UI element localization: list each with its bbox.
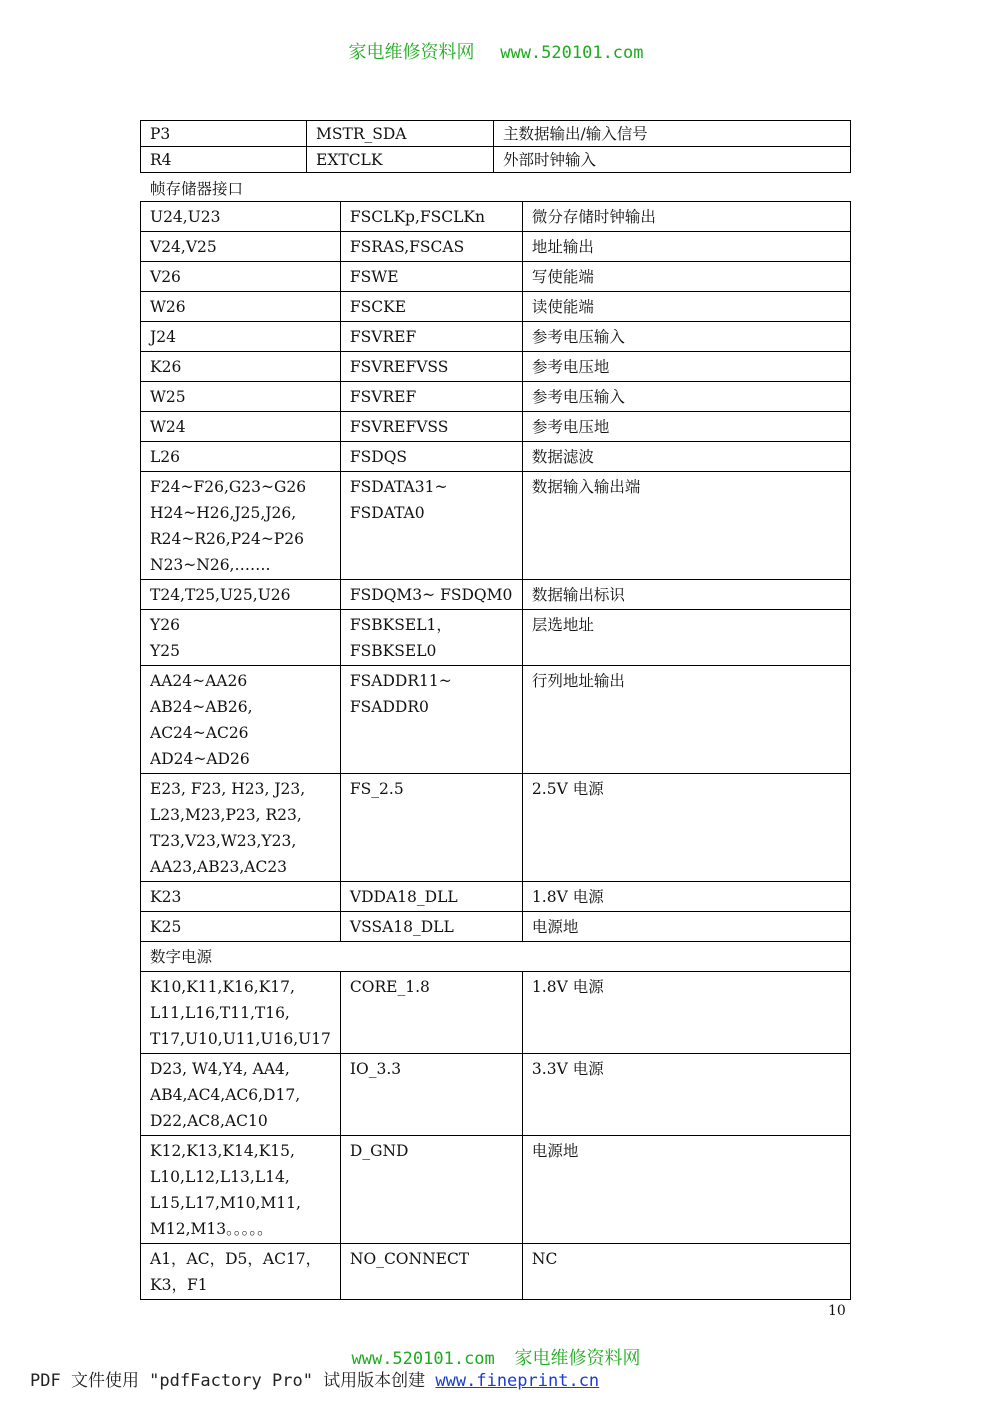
table-row: [141, 292, 851, 322]
table-row: [141, 972, 851, 1054]
table-cell: [522, 352, 850, 382]
cell-text-line: J24: [150, 328, 176, 346]
table-cell: [522, 666, 850, 774]
table-cell: [340, 580, 522, 610]
cell-text-line: FSVREF: [349, 388, 417, 406]
table-cell: [522, 882, 850, 912]
table-row: [141, 774, 851, 882]
cell-text-line: FSBKSEL0: [349, 642, 437, 660]
cell-text-line: K26: [150, 358, 182, 376]
cell-text-line: H24~H26,J25,J26,: [150, 504, 297, 522]
cell-text-line: FSBKSEL1，: [349, 616, 452, 634]
table-cell: [141, 292, 341, 322]
table-cell: [522, 442, 850, 472]
table-row: [141, 352, 851, 382]
table-cell: [141, 232, 341, 262]
table-cell: [340, 1244, 522, 1300]
table-cell: [522, 580, 850, 610]
table-cell: [522, 292, 850, 322]
cell-text-line: W25: [150, 388, 186, 406]
table-cell: [141, 1136, 341, 1244]
table-cell: [141, 666, 341, 774]
table-cell: [340, 352, 522, 382]
table-cell: [522, 912, 850, 942]
table-cell: 主数据输出/输入信号: [494, 121, 851, 147]
cell-text-line: L10,L12,L13,L14,: [150, 1168, 290, 1186]
cell-text-line: FS_2.5: [349, 780, 404, 798]
table-cell: [522, 972, 850, 1054]
cell-text-line: FSWE: [349, 268, 399, 286]
cell-text-line: FSVREFVSS: [349, 358, 449, 376]
pdf-footer: [30, 1366, 599, 1391]
table-cell: [340, 412, 522, 442]
table-cell: [141, 472, 341, 580]
cell-text-line: 数据输入输出端: [531, 478, 641, 496]
cell-text-line: 3.3V 电源: [531, 1060, 604, 1078]
table-row: [141, 382, 851, 412]
frame-memory-pin-table: [140, 201, 851, 1300]
cell-text-line: 读使能端: [531, 298, 594, 316]
cell-text-line: FSDQS: [349, 448, 408, 466]
cell-text-line: N23~N26,…….: [150, 556, 271, 574]
cell-text-line: 参考电压输入: [531, 388, 625, 406]
table-cell: [340, 202, 522, 232]
table-cell: [141, 262, 341, 292]
cell-text-line: NC: [531, 1250, 558, 1268]
table-cell: [522, 412, 850, 442]
cell-text-line: 地址输出: [531, 238, 594, 256]
cell-text-line: T17,U10,U11,U16,U17: [150, 1030, 331, 1048]
table-cell: [522, 232, 850, 262]
cell-text-line: FSDATA31~: [349, 478, 448, 496]
table-cell: [522, 472, 850, 580]
table-row: [141, 322, 851, 352]
cell-text-line: AC24~AC26: [150, 724, 249, 742]
table-cell: [522, 322, 850, 352]
table-cell: [340, 882, 522, 912]
cell-text-line: 参考电压地: [531, 418, 610, 436]
cell-text-line: 微分存储时钟输出: [531, 208, 656, 226]
table-cell: [141, 882, 341, 912]
table-cell: [522, 382, 850, 412]
cell-text-line: FSCKE: [349, 298, 407, 316]
table-cell: [522, 610, 850, 666]
table-cell: [141, 1244, 341, 1300]
section-frame-memory-label: 帧存储器接口: [150, 180, 244, 198]
cell-text-line: 数据滤波: [531, 448, 594, 466]
cell-text-line: L23,M23,P23, R23,: [150, 806, 302, 824]
cell-text-line: CORE_1.8: [349, 978, 430, 996]
cell-text-line: 行列地址输出: [531, 672, 625, 690]
table-cell: [340, 292, 522, 322]
table-row: [141, 1054, 851, 1136]
cell-text-line: K12,K13,K14,K15,: [150, 1142, 295, 1160]
cell-text-line: W24: [150, 418, 186, 436]
table-cell: MSTR_SDA: [307, 121, 494, 147]
cell-text-line: FSCLKp,FSCLKn: [349, 208, 485, 226]
table-cell: EXTCLK: [307, 147, 494, 173]
cell-text-line: FSDQM3~ FSDQM0: [349, 586, 513, 604]
table-cell: [141, 580, 341, 610]
table-cell: [522, 1244, 850, 1300]
table-cell: [141, 774, 341, 882]
table-cell: 外部时钟输入: [494, 147, 851, 173]
cell-text-line: D_GND: [349, 1142, 409, 1160]
section-row-digital-power: [141, 942, 851, 972]
table-row: [141, 147, 851, 173]
cell-text-line: 参考电压地: [531, 358, 610, 376]
cell-text-line: AB24~AB26,: [150, 698, 253, 716]
cell-text-line: V24,V25: [150, 238, 217, 256]
table-cell: [522, 774, 850, 882]
cell-text-line: VDDA18_DLL: [349, 888, 458, 906]
table-row: [141, 580, 851, 610]
table-row: [141, 1244, 851, 1300]
table-row: [141, 262, 851, 292]
table-cell: [522, 1136, 850, 1244]
cell-text-line: W26: [150, 298, 186, 316]
cell-text-line: K23: [150, 888, 182, 906]
table-cell: [340, 912, 522, 942]
table-cell: [141, 322, 341, 352]
cell-text-line: AB4,AC4,AC6,D17,: [150, 1086, 301, 1104]
table-row: [141, 472, 851, 580]
top-pin-table: [140, 120, 851, 173]
table-cell: [340, 442, 522, 472]
table-cell: [340, 472, 522, 580]
table-cell: [340, 1136, 522, 1244]
table-row: [141, 232, 851, 262]
table-cell: [141, 1054, 341, 1136]
cell-text-line: L11,L16,T11,T16,: [150, 1004, 290, 1022]
cell-text-line: A1，AC，D5，AC17，: [150, 1250, 322, 1268]
cell-text-line: 数据输出标识: [531, 586, 625, 604]
cell-text-line: 电源地: [531, 918, 579, 936]
section-digital-power-label: 数字电源: [141, 942, 851, 972]
cell-text-line: FSADDR11~: [349, 672, 452, 690]
table-cell: [141, 610, 341, 666]
cell-text-line: R24~R26,P24~P26: [150, 530, 304, 548]
table-cell: [340, 322, 522, 352]
pdf-footer-text: PDF 文件使用 "pdfFactory Pro" 试用版本创建: [30, 1371, 436, 1391]
footer-site-title: 家电维修资料网: [514, 1348, 641, 1369]
cell-text-line: 写使能端: [531, 268, 594, 286]
table-row: [141, 610, 851, 666]
cell-text-line: NO_CONNECT: [349, 1250, 470, 1268]
cell-text-line: 1.8V 电源: [531, 978, 604, 996]
table-cell: [340, 610, 522, 666]
table-cell: [141, 442, 341, 472]
cell-text-line: AA24~AA26: [150, 672, 248, 690]
table-cell: [141, 352, 341, 382]
cell-text-line: VSSA18_DLL: [349, 918, 454, 936]
cell-text-line: 电源地: [531, 1142, 579, 1160]
cell-text-line: AD24~AD26: [150, 750, 250, 768]
cell-text-line: U24,U23: [150, 208, 221, 226]
table-cell: [340, 1054, 522, 1136]
table-row: [141, 882, 851, 912]
table-row: [141, 202, 851, 232]
cell-text-line: D22,AC8,AC10: [150, 1112, 268, 1130]
table-cell: [522, 202, 850, 232]
cell-text-line: F24~F26,G23~G26: [150, 478, 307, 496]
cell-text-line: 参考电压输入: [531, 328, 625, 346]
cell-text-line: K10,K11,K16,K17,: [150, 978, 295, 996]
site-url-link[interactable]: www.520101.com: [500, 43, 644, 63]
table-cell: [522, 1054, 850, 1136]
table-cell: [522, 262, 850, 292]
table-cell: [340, 382, 522, 412]
cell-text-line: FSVREF: [349, 328, 417, 346]
cell-text-line: 1.8V 电源: [531, 888, 604, 906]
cell-text-line: L15,L17,M10,M11,: [150, 1194, 301, 1212]
cell-text-line: AA23,AB23,AC23: [150, 858, 288, 876]
table-cell: [340, 666, 522, 774]
cell-text-line: V26: [150, 268, 181, 286]
site-header: [0, 38, 992, 64]
table-cell: [340, 774, 522, 882]
cell-text-line: IO_3.3: [349, 1060, 402, 1078]
table-cell: [141, 382, 341, 412]
table-cell: P3: [141, 121, 307, 147]
table-row: [141, 1136, 851, 1244]
page-number: 10: [828, 1303, 846, 1319]
table-cell: [340, 262, 522, 292]
cell-text-line: E23, F23, H23, J23,: [150, 780, 306, 798]
table-row: [141, 412, 851, 442]
table-cell: [141, 202, 341, 232]
fineprint-link[interactable]: www.fineprint.cn: [435, 1371, 600, 1391]
cell-text-line: K25: [150, 918, 182, 936]
site-title: 家电维修资料网: [348, 42, 475, 63]
table-row: [141, 912, 851, 942]
cell-text-line: FSDATA0: [349, 504, 425, 522]
table-row: [141, 442, 851, 472]
cell-text-line: FSADDR0: [349, 698, 429, 716]
table-cell: [340, 972, 522, 1054]
cell-text-line: FSVREFVSS: [349, 418, 449, 436]
cell-text-line: L26: [150, 448, 181, 466]
footer-site-url-link[interactable]: www.520101.com: [351, 1349, 495, 1369]
table-cell: [141, 972, 341, 1054]
cell-text-line: D23, W4,Y4, AA4,: [150, 1060, 290, 1078]
cell-text-line: M12,M13。。。。。: [150, 1220, 273, 1238]
table-row: [141, 121, 851, 147]
cell-text-line: 层选地址: [531, 616, 594, 634]
table-cell: [141, 912, 341, 942]
cell-text-line: FSRAS,FSCAS: [349, 238, 465, 256]
cell-text-line: 2.5V 电源: [531, 780, 604, 798]
table-cell: R4: [141, 147, 307, 173]
cell-text-line: Y25: [150, 642, 180, 660]
cell-text-line: Y26: [150, 616, 180, 634]
table-cell: [340, 232, 522, 262]
cell-text-line: T24,T25,U25,U26: [150, 586, 291, 604]
cell-text-line: T23,V23,W23,Y23,: [150, 832, 297, 850]
table-cell: [141, 412, 341, 442]
cell-text-line: K3，F1: [150, 1276, 208, 1294]
table-row: [141, 666, 851, 774]
